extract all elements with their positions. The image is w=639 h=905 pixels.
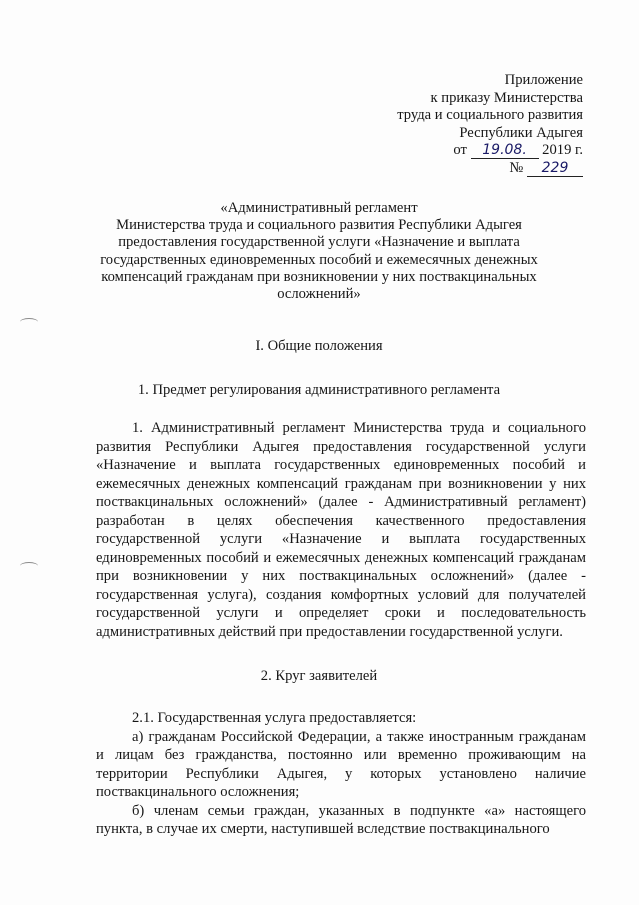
title-line: предоставления государственной услуги «Назначение и выплата — [118, 234, 520, 251]
approval-date-line — [323, 142, 583, 160]
title-line: государственных единовременных пособий и ежемесячных денежных — [100, 251, 538, 268]
paragraph-applicants — [96, 709, 586, 839]
paragraph-text: 1. Административный регламент Министерства труда и социального развития Республики Адыгея предоставления государственной услуги «Назначение и выплата государственных единовременных пособий и ежемесячных денежных компенсаций гражданам при возникновении у них поствакцинальных осложнений» (далее - Административный регламент) разработан в целях обеспечения качественного предоставления государственной услуги «Назначение и выплата государственных единовременных пособий и ежемесячных денежных компенсаций гражданам при возникновении у них поствакцинальных осложнений» (далее - государственная услуга), создания комфортных условий для получателей государственной услуги и определяет сроки и последовательность административных действий при предоставлении государственной услуги. — [96, 420, 586, 640]
paragraph-item-b: б) членам семьи граждан, указанных в подпункте «а» настоящего пункта, в случае их смерти, наступившей вследствие поствакцинального — [96, 802, 586, 837]
paragraph-subject — [96, 419, 586, 641]
title-line: «Административный регламент — [220, 200, 418, 216]
date-prefix: от — [453, 142, 467, 158]
approval-block — [323, 72, 583, 177]
document-title — [95, 200, 543, 303]
approval-line: Республики Адыгея — [459, 124, 583, 141]
number-prefix: № — [509, 159, 524, 176]
title-line: осложнений» — [277, 286, 361, 303]
punch-hole-mark — [20, 562, 38, 570]
paragraph-intro: 2.1. Государственная услуга предоставляется: — [132, 710, 417, 726]
title-line: компенсаций гражданам при возникновении у них поствакцинальных — [101, 268, 537, 285]
approval-line: Приложение — [504, 72, 583, 88]
approval-number-line — [323, 160, 583, 178]
subsection-heading: 1. Предмет регулирования административного регламента — [137, 382, 501, 398]
title-line: Министерства труда и социального развития Республики Адыгея — [116, 217, 522, 234]
approval-line: к приказу Министерства — [430, 89, 583, 106]
section-heading: I. Общие положения — [255, 338, 383, 354]
handwritten-number: 229 — [527, 161, 583, 177]
date-suffix: 2019 г. — [542, 142, 583, 158]
handwritten-date: 19.08. — [471, 143, 539, 159]
subsection-heading: 2. Круг заявителей — [260, 668, 378, 684]
paragraph-item-a: а) гражданам Российской Федерации, а также иностранным гражданам и лицам без гражданства, постоянно или временно проживающим на территории Республики Адыгея, у которых установлено наличие поствакцинального осложнения; — [96, 728, 586, 800]
punch-hole-mark — [20, 318, 38, 326]
approval-line: труда и социального развития — [397, 107, 583, 123]
